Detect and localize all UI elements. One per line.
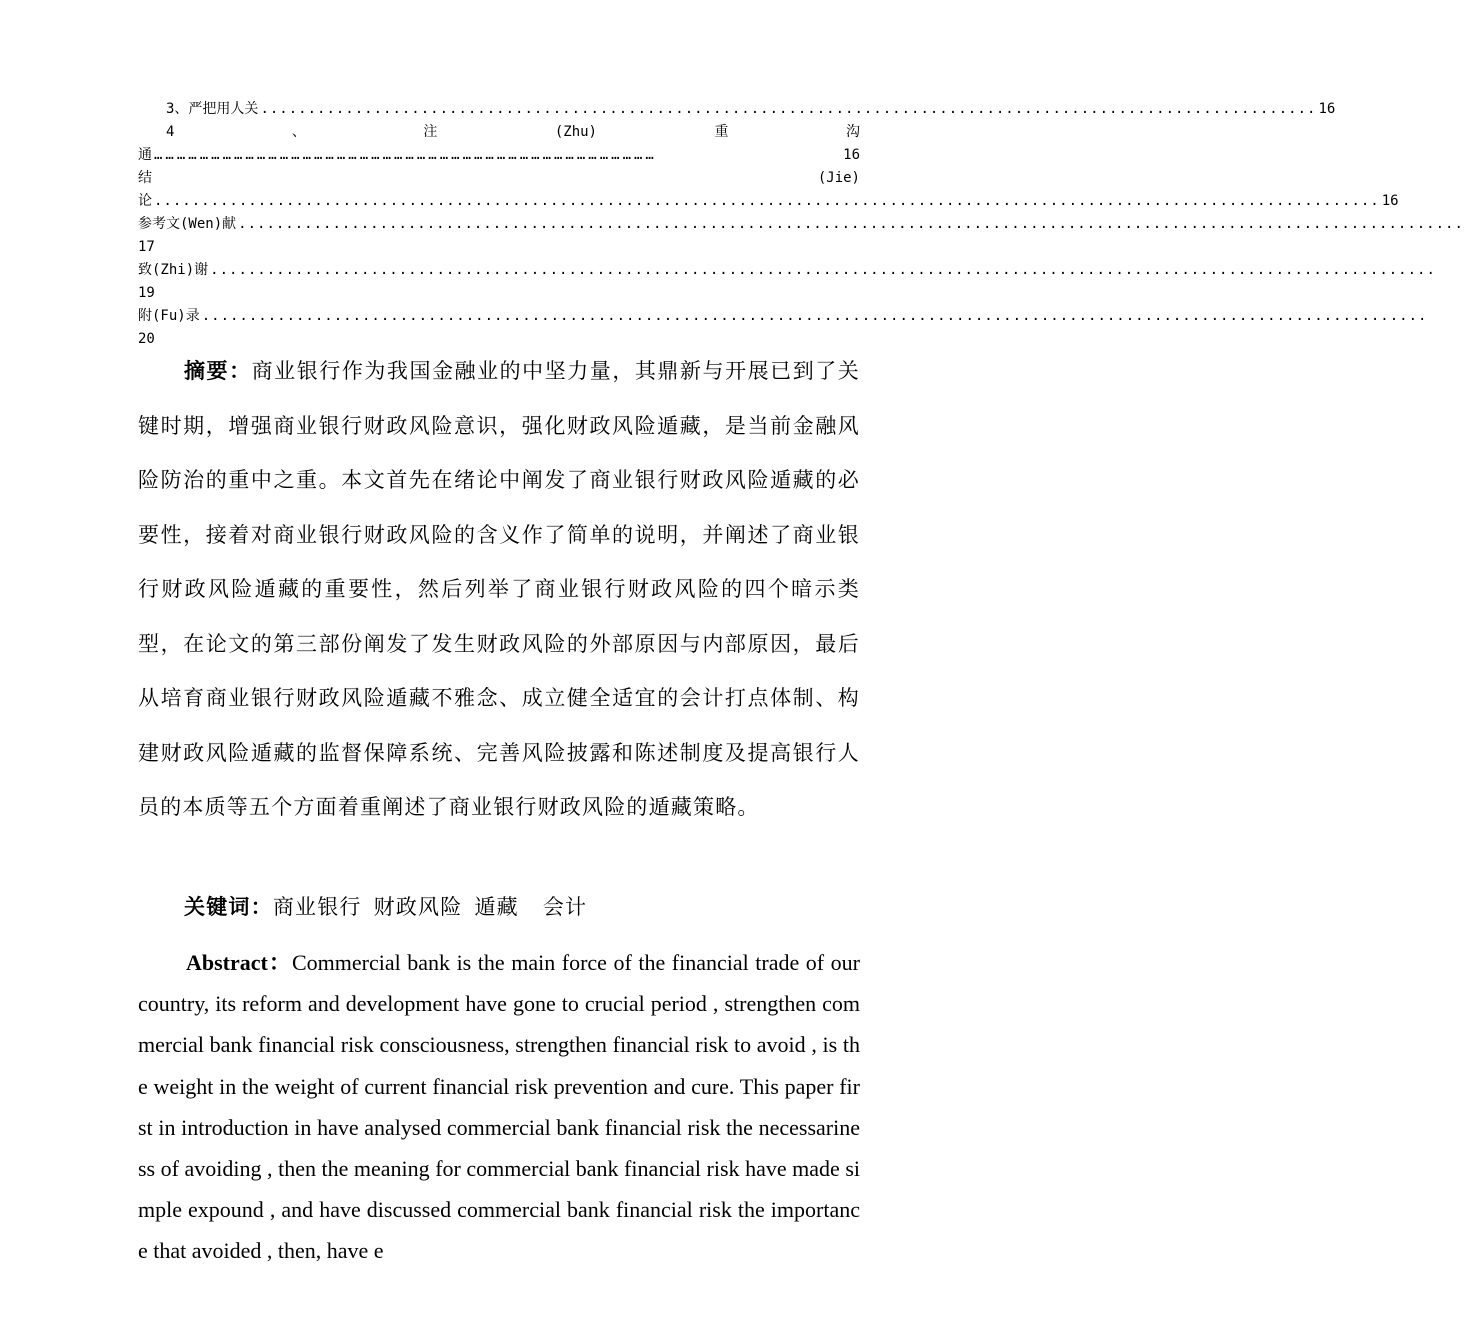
- toc-entry-page: 16: [843, 147, 860, 163]
- keyword: 财政风险: [373, 895, 463, 919]
- toc-entry-title: 参考文(Wen)献: [138, 216, 237, 232]
- table-of-contents: [138, 98, 1464, 351]
- abstract-english-body: Commercial bank is the main force of the financial trade of our country, its reform and development have gone to crucial period , strengthen commercial bank financial risk consciousness, strengthen financial risk to avoid , is the weight in the weight of current financial risk prevention and cure. This paper first in introduction in have analysed commercial bank financial risk the necessariness of avoiding , then the meaning for commercial bank financial risk have made simple expound , and have discussed commercial bank financial risk the importance that avoided , then, have e: [138, 950, 860, 1264]
- toc-entry-conclusion-continued[interactable]: [138, 190, 1399, 213]
- toc-entry-conclusion[interactable]: [138, 167, 860, 190]
- abstract-english-label: Abstract：: [186, 950, 292, 975]
- toc-entry-title: 3、严把用人关: [166, 101, 259, 117]
- abstract-english-paragraph: [138, 942, 860, 1272]
- keyword: 会计: [542, 895, 588, 919]
- toc-entry-page: 16: [1318, 101, 1336, 117]
- toc-leader-dots: ……………………………………………………………………………………………………………………: [154, 147, 657, 163]
- toc-entry-page: 20: [138, 331, 155, 347]
- abstract-chinese-label: 摘要：: [184, 359, 252, 383]
- toc-entry-title: 附(Fu)录: [138, 308, 200, 324]
- abstract-english: [138, 942, 860, 1272]
- toc-entry-title-part: 结: [138, 170, 152, 186]
- toc-entry-4[interactable]: [138, 121, 860, 144]
- toc-entry-title-part: 论: [138, 193, 152, 209]
- abstract-chinese: [138, 344, 860, 835]
- toc-leader-dots: ................................................................................................................: [260, 101, 1317, 117]
- toc-entry-page: 19: [138, 285, 155, 301]
- toc-leader-dots: ..................................................................................................................................: [154, 193, 1380, 209]
- abstract-chinese-body: 商业银行作为我国金融业的中坚力量，其鼎新与开展已到了关键时期，增强商业银行财政风险意识，强化财政风险遁藏，是当前金融风险防治的重中之重。本文首先在绪论中阐发了商业银行财政风险遁藏的必要性，接着对商业银行财政风险的含义作了简单的说明，并阐述了商业银行财政风险遁藏的重要性，然后列举了商业银行财政风险的四个暗示类型，在论文的第三部份阐发了发生财政风险的外部原因与内部原因，最后从培育商业银行财政风险遁藏不雅念、成立健全适宜的会计打点体制、构建财政风险遁藏的监督保障系统、完善风险披露和陈述制度及提高银行人员的本质等五个方面着重阐述了商业银行财政风险的遁藏策略。: [138, 359, 860, 819]
- toc-entry-title-part: (Jie): [817, 170, 860, 186]
- keywords-line: [184, 880, 860, 934]
- keyword: 商业银行: [272, 895, 362, 919]
- toc-entry-4-continued[interactable]: [138, 144, 860, 167]
- toc-entry-thanks[interactable]: [138, 259, 1436, 282]
- toc-leader-dots: ..................................................................................................................................: [210, 262, 1436, 278]
- toc-entry-separator: 、: [291, 124, 306, 140]
- toc-entry-appendix[interactable]: [138, 305, 1428, 328]
- abstract-chinese-paragraph: [138, 344, 860, 835]
- toc-entry-3[interactable]: [138, 98, 1336, 121]
- toc-entry-title-part: 沟: [845, 124, 860, 140]
- toc-entry-title-part: 重: [714, 124, 729, 140]
- toc-entry-page: 16: [1381, 193, 1399, 209]
- toc-entry-page: 17: [138, 239, 155, 255]
- toc-entry-title-part: (Zhu): [554, 124, 597, 140]
- toc-leader-dots: ..................................................................................................................................: [201, 308, 1428, 324]
- keyword: 遁藏: [474, 895, 519, 919]
- toc-entry-title: 致(Zhi)谢: [138, 262, 209, 278]
- toc-entry-title-part: 通: [138, 147, 152, 163]
- keywords-label: 关键词：: [184, 895, 273, 919]
- toc-entry-references[interactable]: [138, 213, 1464, 236]
- toc-entry-title-part: 注: [423, 124, 438, 140]
- toc-leader-dots: ..................................................................................................................................: [238, 216, 1464, 232]
- toc-entry-number: 4: [166, 124, 175, 140]
